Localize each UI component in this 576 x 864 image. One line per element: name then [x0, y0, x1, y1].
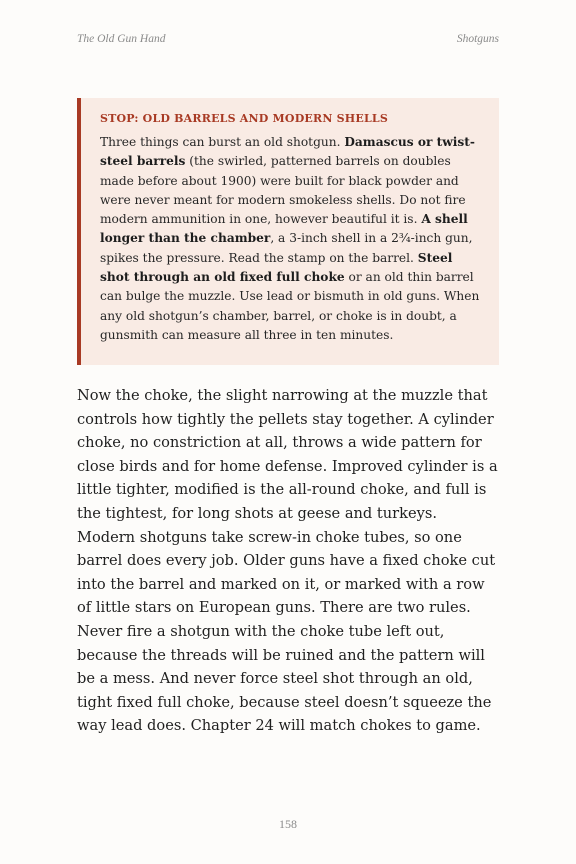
callout-segment: or an old thin barrel can bulge the muzzle. Use lead or bismuth in old guns. When any old shotgun’s chamber, barrel, or choke is in doubt, a gunsmith can measure all three in ten minutes.: [100, 270, 480, 342]
callout-body: [100, 133, 483, 345]
callout-segment: (the swirled, patterned barrels on doubles made before about 1900) were built for black powder and were never meant for modern smokeless shells. Do not fire modern ammunition in one, however beautiful it is.: [100, 154, 466, 227]
running-header: [77, 33, 499, 45]
callout-title: STOP: OLD BARRELS AND MODERN SHELLS: [100, 112, 388, 125]
page-number: 158: [279, 817, 297, 831]
callout-segment: Three things can burst an old shotgun.: [100, 135, 345, 149]
warning-callout: [77, 98, 499, 365]
chapter-title: Shotguns: [456, 33, 499, 45]
callout-segment: , a 3-inch shell in a 2¾-inch gun, spikes the pressure. Read the stamp on the barrel.: [100, 231, 473, 265]
body-paragraph: Now the choke, the slight narrowing at the muzzle that controls how tightly the pellets stay together. A cylinder choke, no constriction at all, throws a wide pattern for close birds and for home defense. Improved cylinder is a little tighter, modified is the all-round choke, and full is the tightest, for long shots at geese and turkeys. Modern shotguns take screw-in choke tubes, so one barrel does every job. Older guns have a fixed choke cut into the barrel and marked on it, or marked with a row of little stars on European guns. There are two rules. Never fire a shotgun with the choke tube left out, because the threads will be ruined and the pattern will be a mess. And never force steel shot through an old, tight fixed full choke, because steel doesn’t squeeze the way lead does. Chapter 24 will match chokes to game.: [77, 387, 498, 735]
callout-segment-bold: Damascus or twist-steel barrels: [100, 135, 475, 169]
callout-segment-bold: A shell longer than the chamber: [100, 212, 468, 246]
callout-segment-bold: Steel shot through an old fixed full choke: [100, 250, 453, 285]
book-title: The Old Gun Hand: [77, 33, 166, 45]
